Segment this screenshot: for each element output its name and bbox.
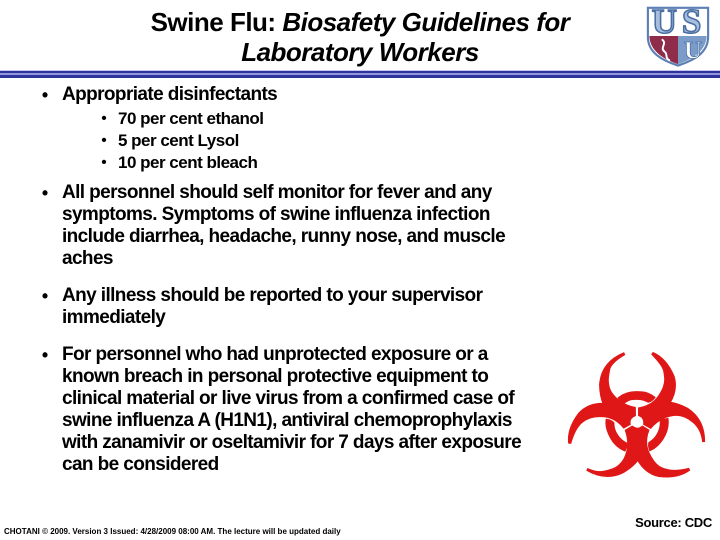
bullet-text: All personnel should self monitor for fever and any symptoms. Symptoms of swine influenza infection include diarrhea, headache, runny nose, and muscle aches: [62, 182, 506, 269]
title-emphasis-line1: Biosafety Guidelines for: [282, 7, 570, 37]
list-item: [28, 182, 548, 270]
list-item: [90, 130, 548, 152]
usu-shield-logo-icon: [638, 0, 718, 68]
sub-bullet-text: 70 per cent ethanol: [118, 109, 264, 128]
bullet-icon: •: [101, 132, 107, 149]
bullet-icon: •: [41, 85, 49, 105]
list-item: [28, 285, 548, 329]
sub-bullet-text: 5 per cent Lysol: [118, 131, 239, 150]
slide-header: [0, 0, 720, 72]
footer-credit: CHOTANI © 2009. Version 3 Issued: 4/28/2009 08:00 AM. The lecture will be updated daily: [4, 527, 341, 536]
sub-bullet-text: 10 per cent bleach: [118, 153, 258, 172]
slide-body: [28, 84, 548, 476]
title-separator: [0, 70, 720, 78]
bullet-text: Appropriate disinfectants: [62, 84, 278, 105]
page-title: [80, 0, 640, 67]
source-label: Source: CDC: [635, 515, 712, 530]
list-item: [90, 152, 548, 174]
biohazard-icon: ☣: [561, 320, 712, 516]
bullet-icon: •: [101, 110, 107, 127]
logo-letter-u1: U: [651, 2, 678, 42]
bullet-icon: •: [101, 154, 107, 171]
logo-letter-s: S: [681, 2, 702, 42]
list-item: [90, 108, 548, 130]
bullet-icon: •: [41, 345, 49, 365]
bullet-text: Any illness should be reported to your supervisor immediately: [62, 285, 483, 328]
sublist: [28, 108, 548, 174]
bullet-icon: •: [41, 183, 49, 203]
bullet-icon: •: [41, 286, 49, 306]
list-item: [28, 344, 548, 476]
list-item: [28, 84, 548, 106]
title-prefix: Swine Flu:: [150, 7, 283, 37]
bullet-text: For personnel who had unprotected exposure or a known breach in personal protective equipment to clinical material or live virus from a confirmed case of swine influenza A (H1N1), antiviral chemoprophylaxis with zanamivir or oseltamivir for 7 days after exposure can be considered: [62, 344, 522, 475]
logo-letter-u2: U: [683, 36, 703, 65]
title-emphasis-line2: Laboratory Workers: [241, 37, 479, 67]
